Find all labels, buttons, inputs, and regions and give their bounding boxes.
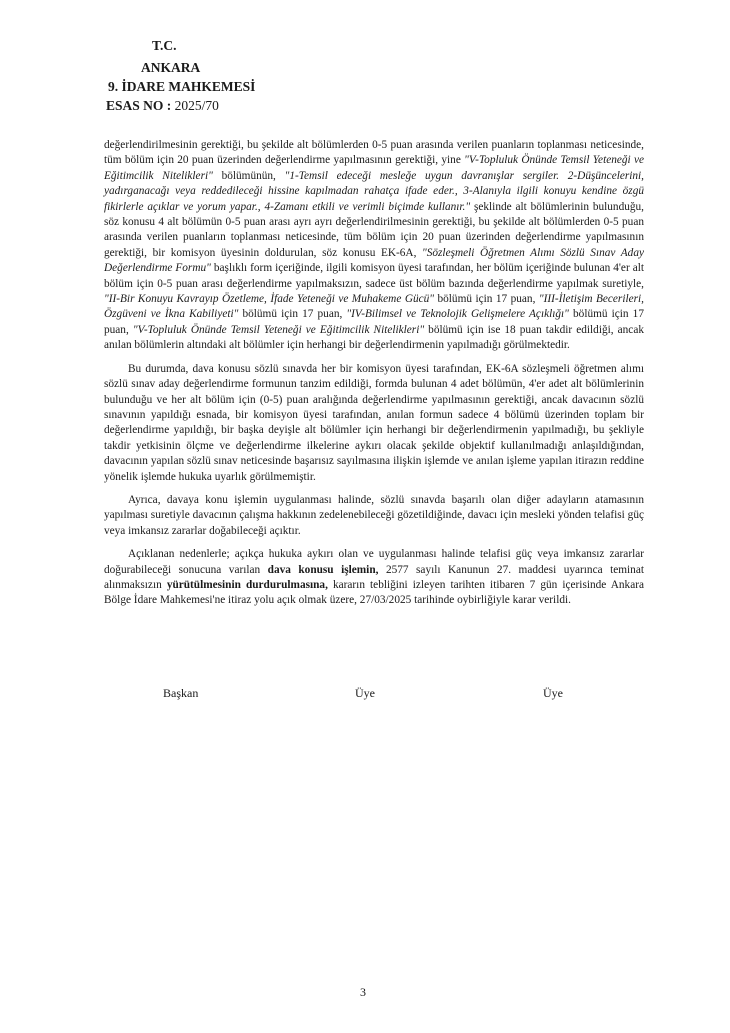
- p1-text: bölümü için 17 puan,: [104, 308, 644, 336]
- paragraph-2: Bu durumda, dava konusu sözlü sınavda her bir komisyon üyesi tarafından, EK-6A sözleşmeli öğretmen alımı sözlü sınav aday değerlendirme formunun tanzim edildiği, formda bulunan 4 adet bölümün, 4'er adet alt bölümlerinin bulunduğu ve her alt bölüm için (0-5) puan aralığında değerlendirme yapılmasının gerektiği, ancak davacının sözlü sınavının yapıldığı esnada, bir komisyon üyesi tarafından, anılan formun sadece 4 bölümü üzerinden toplam bir değerlendirme yapıldığı, bir başka deyişle alt bölümler için herhangi bir değerlendirmenin yapılmadığı, bu şekliyle takdir yetkisinin ölçme ve değerlendirme ilkelerine aykırı olacak şekilde objektif kullanılmadığı anlaşıldığından, davacının yapılan sözlü sınav neticesinde başarısız sayılmasına ilişkin işlemde ve anılan işleme yapılan itirazın reddine yönelik işlemde hukuka uyarlık görülmemiştir.: [104, 362, 644, 483]
- p1-quote: "V-Topluluk Önünde Temsil Yeteneği ve Eğitimcilik Nitelikleri": [104, 154, 644, 182]
- header-tc: T.C.: [152, 38, 177, 53]
- p1-text: bölümü için 17 puan,: [434, 293, 539, 306]
- p4-text: 2577 sayılı Kanunun 27. maddesi uyarınca teminat alınmaksızın: [104, 563, 644, 591]
- p1-quote: "Sözleşmeli Öğretmen Alımı Sözlü Sınav Aday Değerlendirme Formu": [104, 246, 644, 275]
- p1-text: değerlendirilmesinin gerektiği, bu şekilde alt bölümlerden 0-5 puan arasında verilen puanların toplanması neticesinde, tüm bölüm için 20 puan üzerinden değerlendirme yapılmasının gerektiği, yine: [104, 139, 644, 167]
- case-number-line: [106, 98, 219, 114]
- document-header: [0, 0, 730, 120]
- case-number-label: ESAS NO :: [106, 98, 172, 113]
- signature-member-1: Üye: [355, 686, 375, 700]
- paragraph-3: Ayrıca, davaya konu işlemin uygulanması halinde, sözlü sınavda başarılı olan diğer adayların atamasının yapılması suretiyle davacının çalışma hakkının zedelenebileceği gözetildiğinde, davacı için mesleki yönden telafisi güç veya imkansız zararlar doğabileceği açıktır.: [104, 493, 644, 537]
- paragraph-4-ruling: [104, 547, 644, 609]
- p1-text: bölümünün,: [212, 169, 285, 182]
- p1-quote: "IV-Bilimsel ve Teknolojik Gelişmelere Açıklığı": [346, 308, 569, 321]
- header-court-name: 9. İDARE MAHKEMESİ: [108, 79, 256, 94]
- page-number: 3: [360, 985, 366, 999]
- p4-bold: dava konusu işlemin,: [267, 563, 379, 576]
- header-city: ANKARA: [141, 60, 201, 75]
- p1-text: bölümü için ise 18 puan takdir edildiği, ancak anılan bölümlerin altındaki alt bölümler için herhangi bir değerlendirmenin yapılmadığı görülmektedir.: [104, 323, 644, 352]
- p1-quote: "III-İletişim Becerileri, Özgüveni ve İkna Kabiliyeti": [104, 293, 644, 321]
- p1-quote: "V-Topluluk Önünde Temsil Yeteneği ve Eğitimcilik Nitelikleri": [132, 323, 425, 336]
- p1-text: bölümü için 17 puan,: [238, 308, 347, 321]
- signature-chairman: Başkan: [163, 686, 199, 700]
- decision-body: [104, 138, 644, 617]
- p4-text: kararın tebliğini izleyen tarihten itibaren 7 gün içerisinde Ankara Bölge İdare Mahkemesi'ne itiraz yolu açık olmak üzere, 27/03/2025 tarihinde oybirliğiyle karar verildi.: [104, 578, 644, 607]
- p1-quote: "II-Bir Konuyu Kavrayıp Özetleme, İfade Yeteneği ve Muhakeme Gücü": [104, 293, 435, 306]
- paragraph-1: [104, 138, 644, 354]
- case-number-value: 2025/70: [174, 98, 219, 113]
- p1-quote: "1-Temsil edeceği mesleğe uygun davranışlar sergiler. 2-Düşüncelerini, yadırganacağı veya reddedileceği hissine kapılmadan rahatça ifade eder., 3-Alanıyla ilgili konuyu kendine özgü fikirlerle açıklar ve yorum yapar., 4-Zamanı etkili ve verimli biçimde kullanır.": [104, 169, 645, 213]
- p4-text: Açıklanan nedenlerle; açıkça hukuka aykırı olan ve uygulanması halinde telafisi güç veya imkansız zararlar doğurabileceği sonucuna varılan: [104, 548, 644, 576]
- p1-text: şeklinde alt bölümlerinin bulunduğu, söz konusu 4 alt bölümün 0-5 puan arası ayrı ayrı değerlendirilmesinin gerektiği, bu şekilde alt bölümlerden 0-5 puan arasında verilen puanların toplanması neticesinde, tüm bölüm için 20 puan üzerinden değerlendirme yapılmasının gerektiği, bir komisyon üyesinin doldurulan, söz konusu EK-6A,: [104, 200, 644, 259]
- signature-member-2: Üye: [543, 686, 563, 700]
- p1-text: başlıklı form içeriğinde, ilgili komisyon üyesi tarafından, her bölüm içeriğinde bulunan 4'er alt bölüm için 0-5 puan arası değerlendirme yapılmaksızın, sadece üst bölüm bazında değerlendirme yapılmak suretiyle,: [104, 262, 644, 290]
- p4-bold: yürütülmesinin durdurulmasına,: [166, 578, 328, 591]
